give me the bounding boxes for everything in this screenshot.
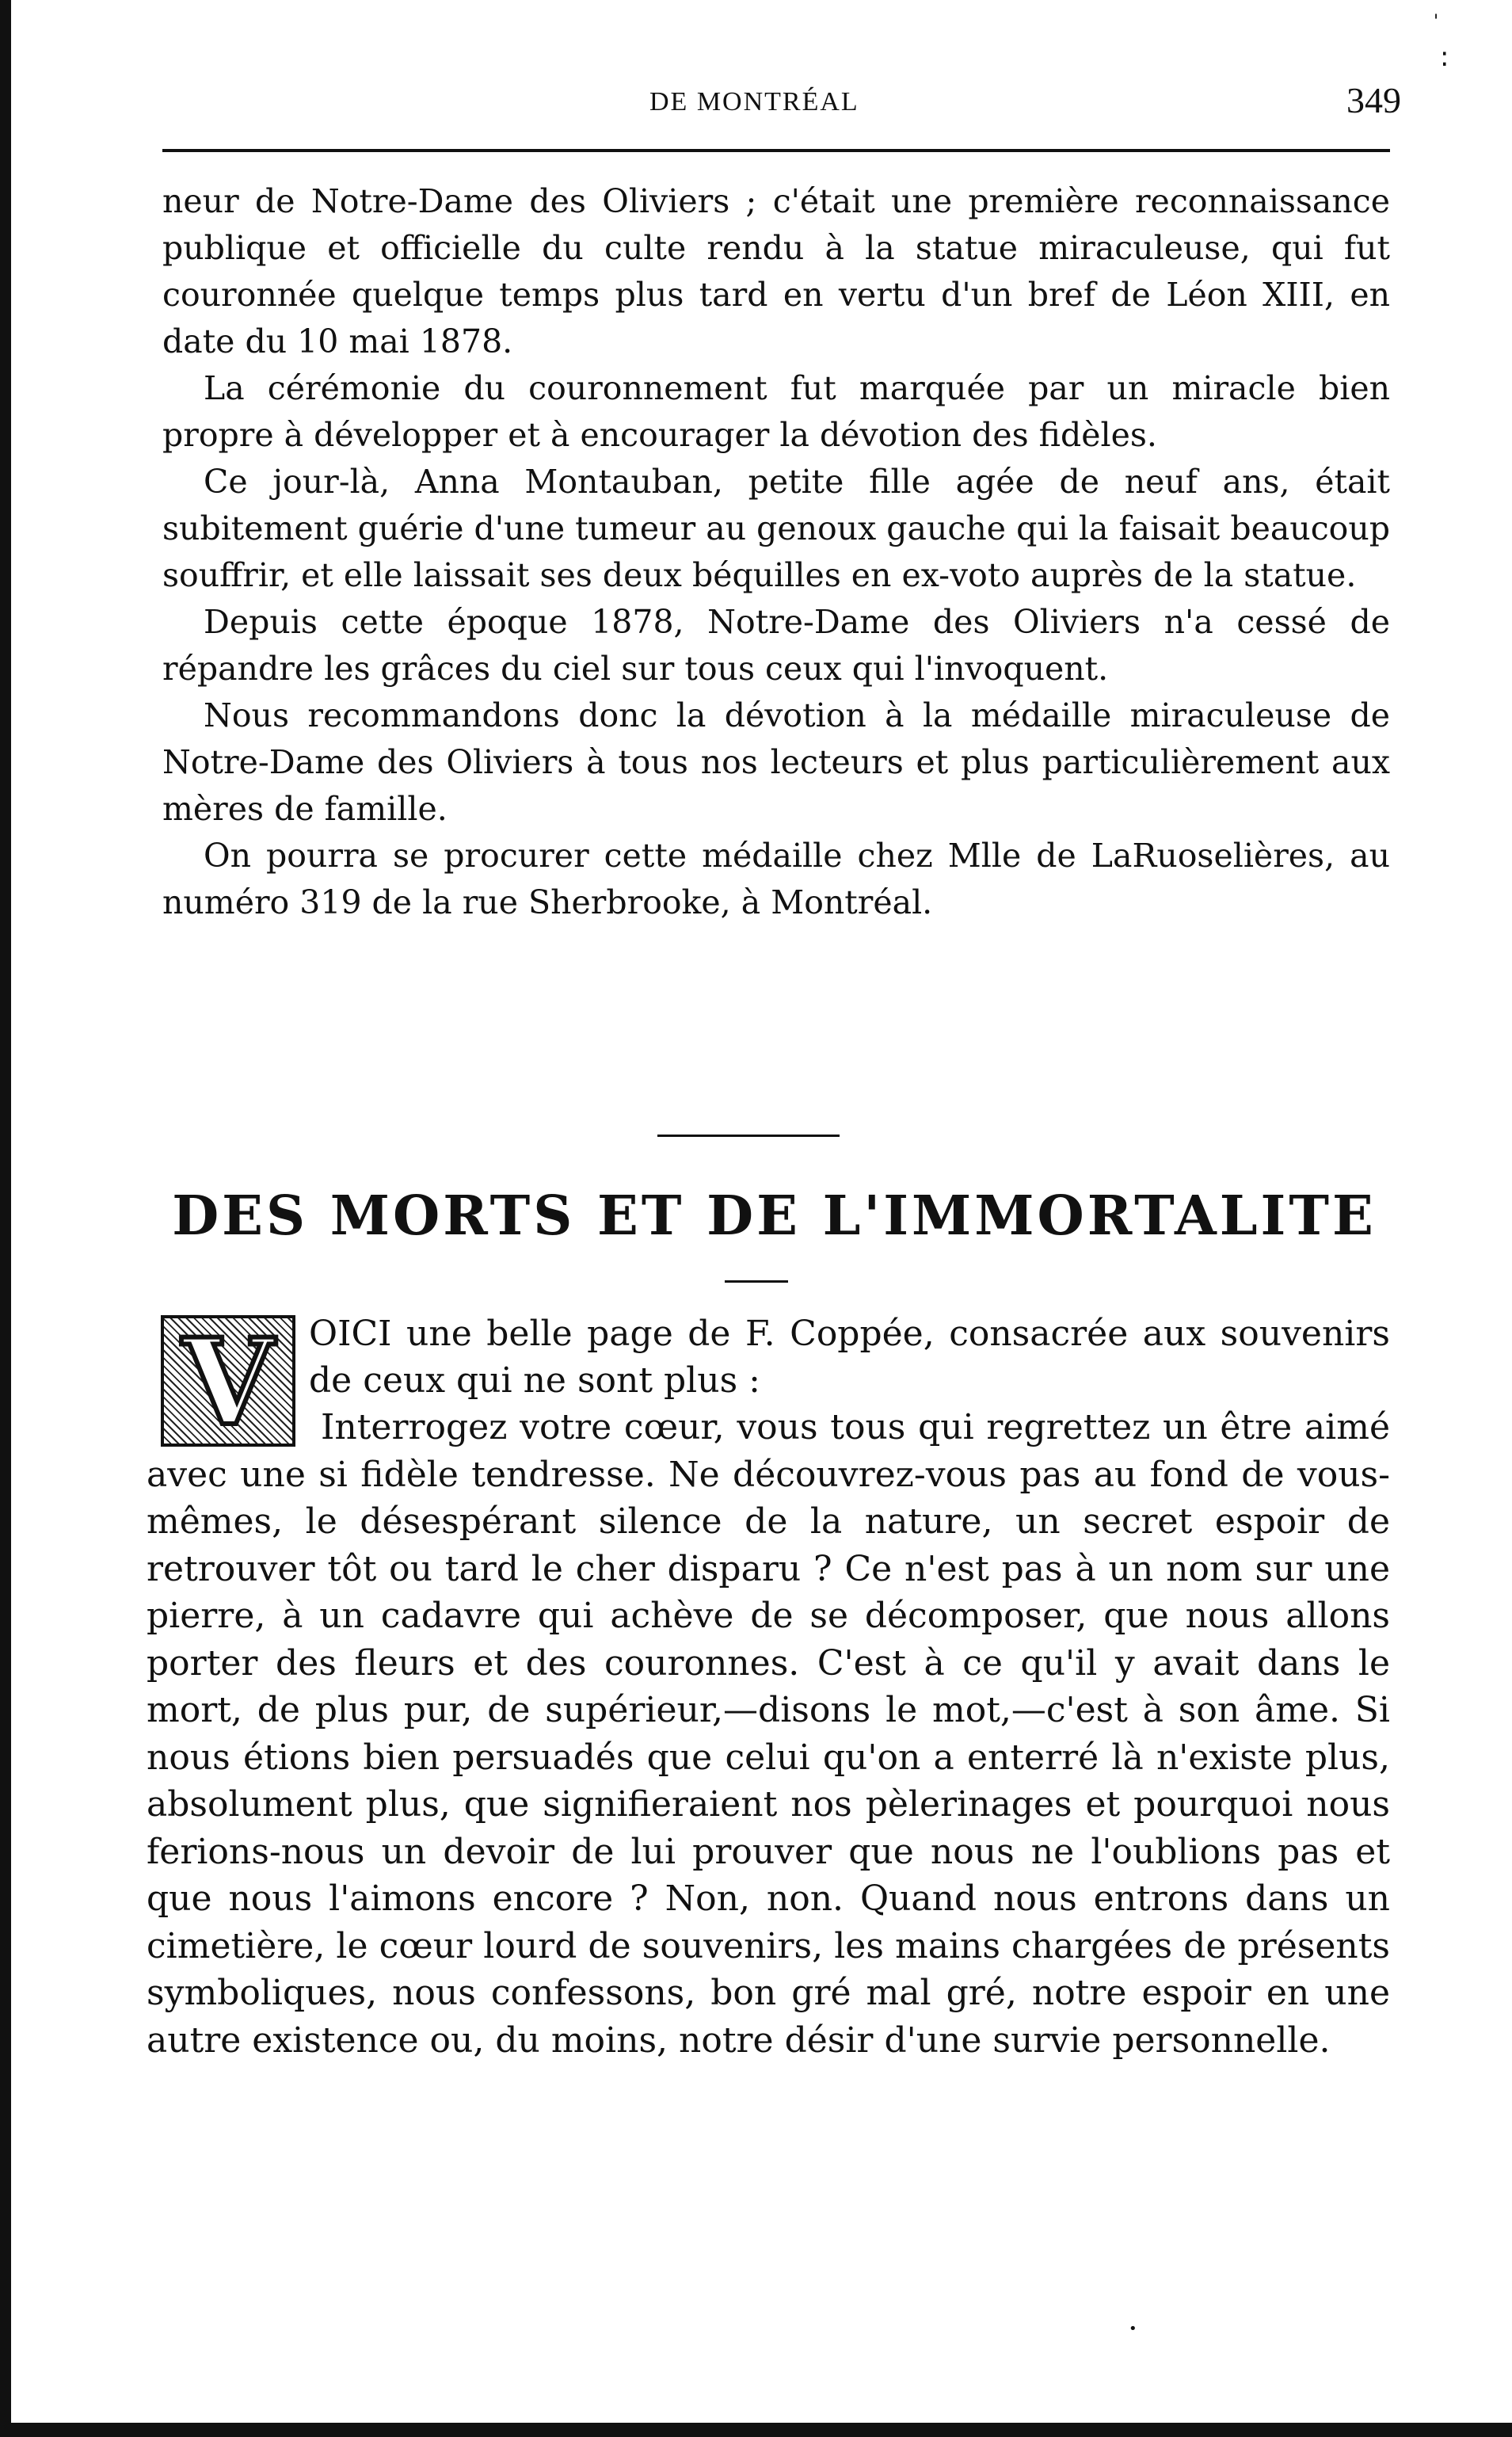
previous-article-text: [162, 178, 1390, 926]
page-edge-bottom: [0, 2423, 1512, 2437]
margin-mark-tick: ': [1434, 12, 1439, 32]
running-head: DE MONTRÉAL: [649, 87, 859, 116]
article-intro: [309, 1310, 1390, 1404]
paragraph: Ce jour-là, Anna Montauban, petite fille agée de neuf ans, était subitement guérie d'une tumeur au genoux gauche qui la faisait beaucoup souffrir, et elle laissait ses deux béquilles en ex-voto auprès de la statue.: [162, 463, 1390, 594]
paragraph: On pourra se procurer cette médaille chez Mlle de LaRuoselières, au numéro 319 de la rue Sherbrooke, à Montréal.: [162, 837, 1390, 921]
section-divider: [657, 1135, 840, 1137]
paragraph: Interrogez votre cœur, vous tous qui regrettez un être aimé avec une si fidèle tendresse. Ne découvrez-vous pas au fond de vous-mêmes, le désespérant silence de la nature, un secret espoir de retrouver tôt ou tard le cher disparu ? Ce n'est pas à un nom sur une pierre, à un cadavre qui achève de se décomposer, que nous allons porter des fleurs et des couronnes. C'est à ce qu'il y avait dans le mort, de plus pur, de supérieur,—disons le mot,—c'est à son âme. Si nous étions bien persuadés que celui qu'on a enterré là n'existe plus, absolument plus, que signifieraient nos pèlerinages et pourquoi nous ferions-nous un devoir de lui prouver que nous ne l'oublions pas et que nous l'aimons encore ? Non, non. Quand nous entrons dans un cimetière, le cœur lourd de souvenirs, les mains chargées de présents symboliques, nous confessons, bon gré mal gré, notre espoir en une autre existence ou, du moins, notre désir d'une survie personnelle.: [147, 1407, 1390, 2061]
article-title: DES MORTS ET DE L'IMMORTALITE: [172, 1184, 1377, 1248]
title-divider: [725, 1280, 788, 1283]
paragraph: Depuis cette époque 1878, Notre-Dame des Oliviers n'a cessé de répandre les grâces du ciel sur tous ceux qui l'invoquent.: [162, 603, 1390, 688]
article-quote: [147, 1404, 1390, 2064]
margin-mark-dot: •: [1129, 2321, 1137, 2337]
paragraph: La cérémonie du couronnement fut marquée par un miracle bien propre à développer et à encourager la dévotion des fidèles.: [162, 369, 1390, 454]
page-edge-left: [0, 0, 11, 2437]
page-number: 349: [1346, 80, 1401, 120]
header-rule: [162, 149, 1390, 152]
paragraph: Nous recommandons donc la dévotion à la médaille miraculeuse de Notre-Dame des Oliviers à tous nos lecteurs et plus particulièrement aux mères de famille.: [162, 696, 1390, 828]
margin-mark-colon: :: [1440, 41, 1449, 73]
paragraph: neur de Notre-Dame des Oliviers ; c'était une première reconnaissance publique et officielle du culte rendu à la statue miraculeuse, qui fut couronnée quelque temps plus tard en vertu d'un bref de Léon XIII, en date du 10 mai 1878.: [162, 182, 1390, 360]
drop-cap-letter: V: [181, 1315, 275, 1447]
paragraph: OICI une belle page de F. Coppée, consacrée aux souvenirs de ceux qui ne sont plus :: [309, 1314, 1390, 1401]
